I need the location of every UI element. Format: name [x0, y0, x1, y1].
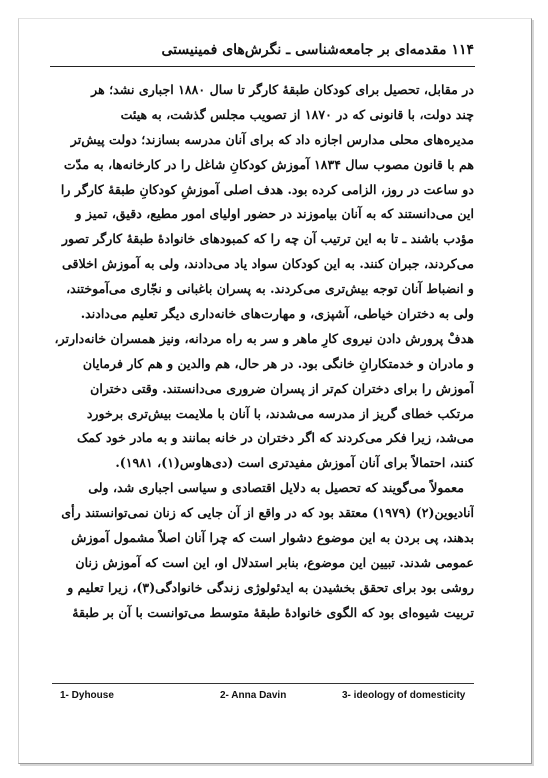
header-rule	[50, 66, 475, 67]
text-line: هم با قانون مصوب سال ۱۸۳۴ آموزش کودکانِ شاغل را در کارخانه‌ها، به مدّت	[63, 156, 474, 172]
footnote-3: 3- ideology of domesticity	[342, 690, 466, 701]
text-line: این می‌دانستند که به آنان بیاموزند در حضور اولیای امور مطیع، دقیق، تمیز و	[75, 206, 474, 222]
text-line: می‌شد، زیرا فکر می‌کردند که اگر دختران در خانه بمانند و به مادر خود کمک	[77, 430, 474, 446]
text-line: و انضباط آنان توجه بیش‌تری می‌کردند. به پسران باغبانی و نجّاری می‌آموختند،	[66, 281, 474, 297]
text-line: و مادران و خدمتکارانِ خانگی بود. در هر حال، هم والدین و هم کار فرمایان	[82, 355, 474, 371]
text-line: عمومی شدند. تبیین این موضوع، بنابر استدلال او، این است که آموزش زنان	[75, 554, 474, 570]
text-line: چند دولت، با قانونی که در ۱۸۷۰ از تصویب مجلس گذشت، به هیئت	[120, 106, 474, 122]
text-line-paragraph-start: معمولاً می‌گویند که تحصیل به دلایل اقتصادی و سیاسی اجباری شد، ولی	[88, 480, 464, 496]
text-line: آموزش را برای دختران کم‌تر از پسران ضروری می‌دانستند. وقتی دختران	[90, 380, 474, 396]
text-line: می‌کردند، جبران کنند. به این کودکان سواد یاد می‌دادند، ولی به آموزش اخلاقی	[62, 256, 474, 272]
running-header: ۱۱۴ مقدمه‌ای بر جامعه‌شناسی ـ نگرش‌های فمینیستی	[161, 42, 474, 58]
body-text	[52, 78, 474, 626]
text-line: کنند، احتمالاً برای آنان آموزش مفیدتری است (دی‌هاوس(۱)، ۱۹۸۱).	[115, 455, 474, 471]
text-line: مؤدب باشند ـ تا به این ترتیب آن چه را که کمبودهای خانوادهٔ طبقهٔ کارگر تصور	[61, 231, 474, 247]
text-line: بدهند، پی بردن به این موضوع دشوار است که چرا آنان اصلاً مشمول آموزش	[71, 530, 474, 546]
text-line: مرتکب خطای گریز از مدرسه می‌شدند، با آنان با ملایمت بیش‌تری برخورد	[86, 405, 474, 421]
footnote-rule	[52, 683, 474, 684]
text-line: آنادیوین(۲) (۱۹۷۹) معتقد بود که در واقع از آن جایی که زنان نمی‌توانستند رأی	[61, 505, 474, 521]
text-line: ولی به دختران خیاطی، آشپزی، و مهارت‌های خانه‌داری دیگر تعلیم می‌دادند.	[80, 306, 474, 322]
text-line: هدفْ پرورش دادن نیروی کارِ ماهر و سر به راه مردانه، ونیز همسران خانه‌دارتر،	[54, 330, 474, 346]
text-line: در مقابل، تحصیل برای کودکان طبقهٔ کارگر تا سال ۱۸۸۰ اجباری نشد؛ هر	[91, 82, 474, 97]
text-line: دو ساعت در روز، الزامی کرده بود. هدف اصلی آموزشِ کودکانِ طبقهٔ کارگر را	[60, 181, 474, 197]
text-line: مدیره‌های محلی مدارس اجازه داد که برای آنان مدرسه بسازند؛ دولت پیش‌تر	[70, 131, 474, 147]
text-line: تربیت شیوه‌ای بود که الگوی خانوادهٔ طبقهٔ متوسط می‌توانست با آن بر طبقهٔ	[72, 604, 474, 620]
footnote-1: 1- Dyhouse	[60, 690, 114, 701]
footnote-2: 2- Anna Davin	[220, 690, 287, 701]
text-line: روشی بود برای تحقق بخشیدن به ایدئولوژی زندگی خانوادگی(۳)، زیرا تعلیم و	[67, 579, 474, 595]
